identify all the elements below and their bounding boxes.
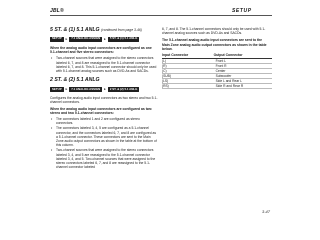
path-arrow-icon: ► (64, 87, 68, 92)
bullet-item: • Two-channel sources that were assigned to the stereo connectors labeled 3, 4, and 5 are reassigned to the 5.1-channel connector labeled 3, 4, and 5. Two-channel sources that were assigned to the stereo connectors labeled 6, 7, and 8 are reassigned to the 5.1-channel connector labeled (56, 148, 158, 169)
header-rule (50, 15, 272, 16)
path-step: SETUP (52, 36, 62, 41)
lead-paragraph: When the analog audio input connectors are configured as one 5.1-channel and five stereo connectors: (50, 46, 152, 55)
bullet-item: • The connectors labeled 3, 4, 5 are configured as a 5.1-channel connector, and the connectors labeled 6, 7, and 8 are configured as a 5.1-channel connector. These connectors are sent to the Main Zone audio output connectors as shown in the table at the bottom of this column. (56, 126, 158, 147)
table-cell: Subwoofer (214, 74, 272, 79)
path-arrow-icon: ► (103, 37, 107, 41)
section-header: SETUP (232, 8, 252, 14)
column-header: Output Connector (214, 53, 272, 58)
path-arrow-icon: ► (103, 87, 107, 92)
section-title-text: 5 ST. & (1) 5.1 ANLG (50, 27, 100, 33)
section-title-text: 2 ST. & (2) 5.1 ANLG (50, 77, 100, 84)
table-cell: Front R (214, 63, 272, 68)
menu-path-5st (50, 36, 158, 42)
table-cell: (RS) (162, 84, 214, 89)
lead-paragraph: The 5.1-channel analog audio input connectors are sent to the Main Zone analog audio output connectors as shown in the table below. (162, 38, 267, 51)
section-title-2st (50, 77, 158, 83)
table-cell: Side R and Rear R (214, 84, 272, 89)
table-cell: (L) (162, 58, 214, 63)
table-cell: Front L (214, 58, 272, 63)
table-cell: (LS) (162, 79, 214, 84)
continued-note: (continued from page 3-46) (101, 28, 142, 32)
table-cell: (R) (162, 63, 214, 68)
bullet-item: • Two-channel sources that were assigned to the stereo connectors labeled 6, 7, and 8 are reassigned to the 5.1-channel connector labeled 6, 7, and 8. This 5.1-channel connector should only be used with 5.1-channel analog sources such as DVD-As and SACDs. (56, 56, 158, 73)
left-column (50, 27, 158, 171)
menu-path-2st (50, 86, 158, 92)
brand-header: JBL® (50, 8, 64, 14)
path-step: 7.1 ANALOG ASSIGN (71, 86, 101, 91)
path-step: 7.1 ANALOG ASSIGN (71, 36, 101, 41)
bullet-list (50, 117, 158, 169)
path-step: 5 ST. & (1) 5.1 ANLG (109, 36, 138, 41)
intro-paragraph: Configures the analog audio input connectors as two stereo and two 5.1-channel connectors. (50, 96, 158, 105)
path-step: 2 ST. & (2) 5.1 ANLG (109, 86, 138, 91)
path-arrow-icon: ► (64, 37, 68, 41)
continued-paragraph: 6, 7, and 8. The 5.1-channel connectors should only be used with 5.1-channel analog sources such as DVD-As and SACDs. (162, 27, 266, 36)
table-cell: Center (214, 69, 272, 74)
table-cell: (SUB) (162, 74, 214, 79)
column-header: Input Connector (162, 53, 214, 58)
bullet-list (50, 56, 158, 73)
connector-mapping-table (162, 53, 272, 89)
page-number: 3-47 (262, 209, 271, 214)
path-step: SETUP (52, 86, 62, 91)
lead-paragraph: When the analog audio input connectors are configured as two stereo and two 5.1-channel connectors: (50, 106, 152, 115)
table-cell: Side L and Rear L (214, 79, 272, 84)
bullet-item: • The connectors labeled 1 and 2 are configured as stereo connectors. (56, 117, 158, 125)
right-column (162, 27, 270, 89)
table-row (162, 84, 272, 89)
table-cell: (C) (162, 69, 214, 74)
section-title-5st (50, 27, 158, 33)
